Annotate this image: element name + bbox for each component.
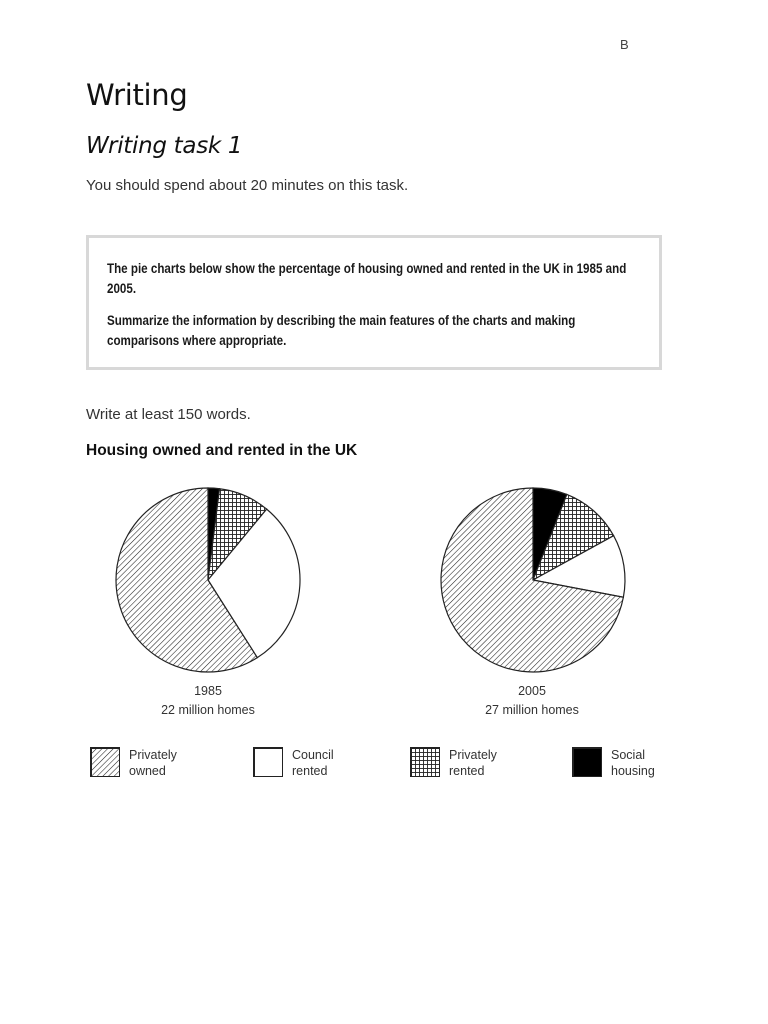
legend-label: Council rented [292, 748, 334, 778]
pie-2005-year: 2005 [518, 684, 546, 698]
task-prompt-box [86, 235, 662, 370]
legend-label: Social housing [611, 748, 655, 778]
legend-label: Privately owned [129, 748, 177, 778]
legend-swatch-grid [410, 747, 440, 777]
pie-1985-homes: 22 million homes [161, 703, 255, 717]
legend-label: Privately rented [449, 748, 497, 778]
page-heading: Writing [86, 78, 188, 112]
pie-2005 [441, 488, 625, 672]
pie-charts [0, 470, 768, 710]
legend-swatch-solid [572, 747, 602, 777]
word-count-instruction: Write at least 150 words. [86, 406, 251, 423]
legend-privately-rented [410, 747, 519, 779]
task-prompt-paragraph: The pie charts below show the percentage of housing owned and rented in the UK in 1985 and 2005. [107, 261, 627, 296]
legend-privately-owned [90, 747, 199, 779]
time-instruction: You should spend about 20 minutes on this task. [86, 177, 409, 194]
page-letter: B [620, 37, 629, 52]
legend-social-housing [572, 747, 681, 779]
task-instruction-paragraph: Summarize the information by describing the main features of the charts and making comparisons where appropriate. [107, 313, 576, 348]
legend-council-rented [253, 747, 362, 779]
pie-1985 [116, 488, 300, 672]
pie-1985-year: 1985 [194, 684, 222, 698]
legend-swatch-plain [253, 747, 283, 777]
pie-2005-homes: 27 million homes [485, 703, 579, 717]
legend-swatch-hatch [90, 747, 120, 777]
task-heading: Writing task 1 [86, 133, 243, 159]
chart-title: Housing owned and rented in the UK [86, 442, 358, 459]
